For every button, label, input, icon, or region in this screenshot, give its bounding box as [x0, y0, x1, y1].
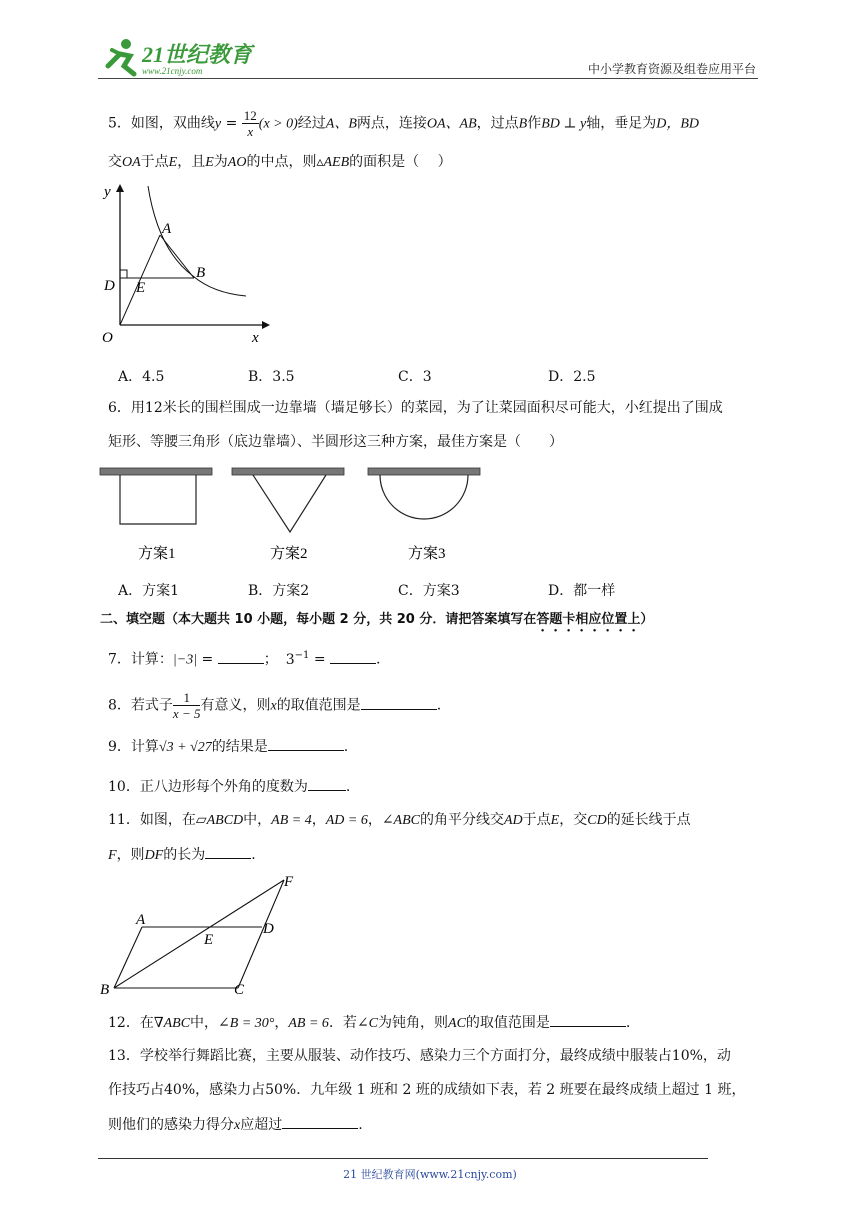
- logo-text: 21世纪教育: [142, 42, 253, 67]
- q6-option-c[interactable]: C．方案3: [398, 583, 460, 599]
- q13-line2: 作技巧占40%，感染力占50%．九年级 1 班和 2 班的成绩如下表，若 2 班要在最终成绩上超过 1 班，: [108, 1082, 746, 1098]
- fig5-label-D: D: [104, 278, 115, 294]
- q11-line2: F，则DF的长为 .: [108, 844, 256, 866]
- q8-fraction: $\frac{1}{x - 5}$: [172, 690, 201, 721]
- q5-option-b[interactable]: B．3.5: [248, 369, 295, 385]
- q13-blank[interactable]: [282, 1114, 358, 1129]
- q5-option-c[interactable]: C．3: [398, 369, 432, 385]
- fig5-label-B: B: [196, 265, 206, 281]
- q11-parallelogram-figure: [96, 870, 316, 1000]
- plan3-label: 方案3: [408, 546, 446, 562]
- q5-option-a[interactable]: A．4.5: [118, 369, 165, 385]
- fig5-label-A: A: [162, 221, 172, 237]
- fig11-label-B: B: [100, 982, 110, 998]
- q11-line1: 11．如图，在▱ABCD中，AB = 4，AD = 6，∠ABC的角平分线交AD于点E，交CD的延长线于点: [108, 812, 691, 828]
- q5-fraction: $\frac{12}{x}$: [243, 108, 257, 139]
- q12: 12．在∇ABC中，∠B = 30°，AB = 6．若∠C为钝角，则AC的取值范围是 .: [108, 1012, 630, 1034]
- fig11-label-A: A: [136, 912, 146, 928]
- q10: 10．正八边形每个外角的度数为 .: [108, 776, 350, 797]
- q9-blank[interactable]: [268, 736, 344, 751]
- q6-option-d[interactable]: D．都一样: [548, 583, 616, 599]
- q6-option-b[interactable]: B．方案2: [248, 583, 310, 599]
- fig11-label-D: D: [263, 921, 274, 937]
- plan1-label: 方案1: [138, 546, 176, 562]
- section2-title: 二、填空题（本大题共 10 小题，每小题 2 分，共 20 分．请把答案填写在答题卡相应位置上）: [100, 612, 654, 627]
- footer-text[interactable]: 21 世纪教育网(www.21cnjy.com): [343, 1168, 517, 1181]
- fig5-label-y: y: [104, 184, 111, 200]
- q12-blank[interactable]: [550, 1012, 626, 1027]
- fig5-label-E: E: [136, 280, 146, 296]
- fig11-label-F: F: [284, 874, 294, 890]
- q5-line1: 5．如图，双曲线y = $\frac{12}{x}$ (x > 0)经过A、B两点，连接OA、AB，过点B作BD ⊥ y轴，垂足为D，BD: [108, 108, 700, 139]
- runner-logo-icon: [98, 36, 258, 80]
- q11-blank[interactable]: [205, 844, 251, 859]
- header-divider: [98, 78, 758, 79]
- q13-line3: 则他们的感染力得分x应超过 .: [108, 1114, 363, 1136]
- q6-plans-figure: [98, 466, 498, 568]
- q8-blank[interactable]: [361, 695, 437, 710]
- site-logo: [98, 36, 258, 80]
- fig11-label-E: E: [204, 932, 214, 948]
- q9: 9．计算√3 + √27的结果是 .: [108, 736, 348, 758]
- q13-line1: 13．学校举行舞蹈比赛，主要从服装、动作技巧、感染力三个方面打分，最终成绩中服装占10%，动: [108, 1048, 731, 1064]
- q7-blank-1[interactable]: [218, 649, 264, 664]
- fig5-label-O: O: [102, 330, 113, 346]
- site-label: 中小学教育资源及组卷应用平台: [587, 62, 756, 76]
- fig5-label-x: x: [252, 330, 259, 346]
- fig11-label-C: C: [234, 982, 245, 998]
- q5-line2: 交OA于点E，且E为AO的中点，则▵AEB的面积是（ ）: [108, 154, 452, 170]
- q7-blank-2[interactable]: [330, 649, 376, 664]
- q5-option-d[interactable]: D．2.5: [548, 369, 596, 385]
- q6-line1: 6．用12米长的围栏围成一边靠墙（墙足够长）的菜园，为了让菜园面积尽可能大，小红提出了围成: [108, 400, 723, 416]
- q7: 7．计算：|−3| = ； $3^{-1}$ = .: [108, 650, 381, 668]
- q6-option-a[interactable]: A．方案1: [118, 583, 180, 599]
- logo-url: www.21cnjy.com: [142, 66, 203, 76]
- q5-hyperbola-figure: [98, 180, 278, 350]
- plan2-label: 方案2: [270, 546, 308, 562]
- footer-divider: [98, 1158, 708, 1159]
- q10-blank[interactable]: [308, 776, 346, 791]
- q8: 8．若式子 $\frac{1}{x - 5}$ 有意义，则x的取值范围是 .: [108, 690, 442, 721]
- q6-line2: 矩形、等腰三角形（底边靠墙）、半圆形这三种方案，最佳方案是（ ）: [108, 434, 563, 450]
